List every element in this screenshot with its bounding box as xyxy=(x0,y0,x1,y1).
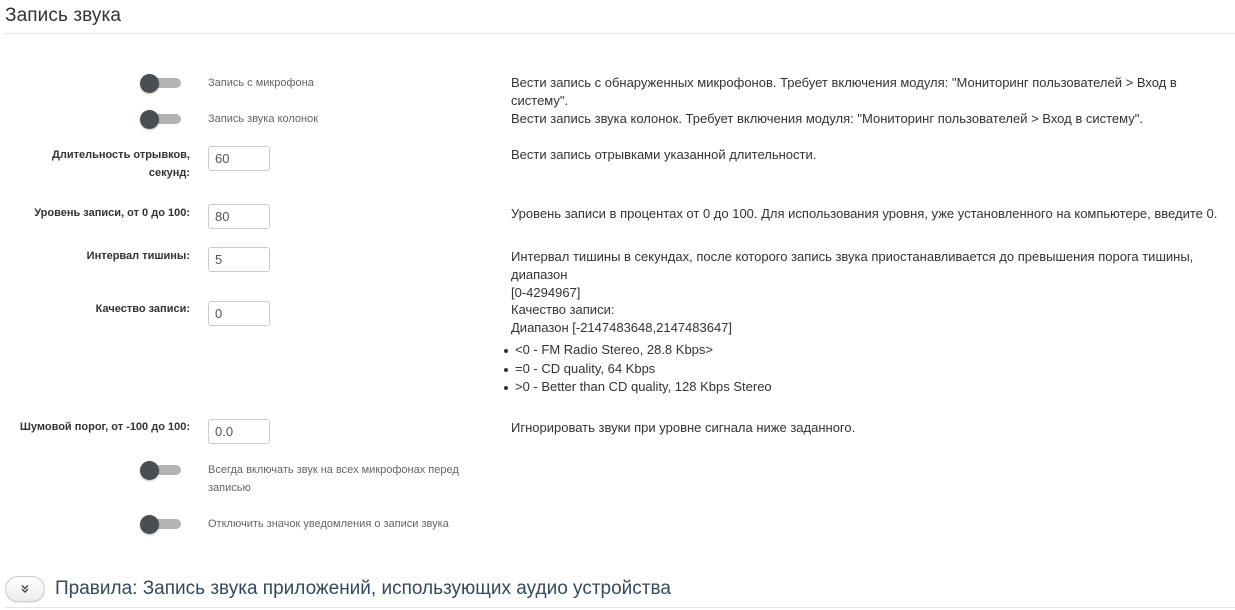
record-level-input[interactable] xyxy=(208,204,270,229)
chunk-duration-input[interactable] xyxy=(208,146,270,171)
record-level-label: Уровень записи, от 0 до 100: xyxy=(34,207,190,219)
toggle-knob xyxy=(140,74,159,93)
record-quality-description-line2: Диапазон [-2147483648,2147483647] xyxy=(511,320,733,335)
toggle-knob xyxy=(140,110,159,129)
chunk-duration-label xyxy=(5,146,190,182)
record-quality-options-list xyxy=(504,341,1231,397)
silence-interval-label: Интервал тишины: xyxy=(86,250,190,262)
rules-section-title[interactable]: Правила: Запись звука приложений, использующих аудио устройства xyxy=(55,578,671,599)
hide-notification-icon-label: Отключить значок уведомления о записи звука xyxy=(208,518,449,530)
silence-interval-input[interactable] xyxy=(208,247,270,272)
silence-interval-description-line2: [0-4294967] xyxy=(511,285,581,300)
noise-threshold-label: Шумовой порог, от -100 до 100: xyxy=(19,421,190,433)
unmute-all-mics-label xyxy=(208,461,478,497)
record-level-description: Уровень записи в процентах от 0 до 100. Для использования уровня, уже установленного на компьютере, введите 0. xyxy=(511,206,1218,221)
speaker-record-toggle[interactable] xyxy=(140,109,182,129)
unmute-all-mics-label-line1: Всегда включать звук на всех микрофонах перед xyxy=(208,464,459,476)
toggle-knob xyxy=(140,461,159,480)
expand-rules-button[interactable] xyxy=(5,576,45,602)
mic-record-description: Вести запись с обнаруженных микрофонов. Требует включения модуля: "Мониторинг пользователей > Вход в систему". xyxy=(511,75,1177,108)
speaker-record-description: Вести запись звука колонок. Требует включения модуля: "Мониторинг пользователей > Вход в систему". xyxy=(511,111,1143,126)
record-quality-description xyxy=(511,301,1231,397)
section-divider xyxy=(5,33,1235,34)
silence-interval-description xyxy=(511,248,1231,302)
chunk-duration-label-line1: Длительность отрывков, xyxy=(52,149,190,161)
chunk-duration-label-line2: секунд: xyxy=(148,167,190,179)
chunk-duration-description: Вести запись отрывками указанной длительности. xyxy=(511,147,817,162)
record-quality-option: >0 - Better than CD quality, 128 Kbps Stereo xyxy=(504,378,1231,397)
unmute-all-mics-toggle[interactable] xyxy=(140,460,182,480)
noise-threshold-description: Игнорировать звуки при уровне сигнала ниже заданного. xyxy=(511,420,856,435)
silence-interval-description-line1: Интервал тишины в секундах, после которого запись звука приостанавливается до превышения порога тишины, диапазон xyxy=(511,249,1194,282)
noise-threshold-input[interactable] xyxy=(208,419,270,444)
record-quality-input[interactable] xyxy=(208,301,270,326)
toggle-knob xyxy=(140,515,159,534)
rules-section-header xyxy=(5,575,1235,609)
mic-record-toggle[interactable] xyxy=(140,73,182,93)
hide-notification-icon-toggle[interactable] xyxy=(140,514,182,534)
rules-divider xyxy=(5,607,1235,608)
mic-record-label: Запись с микрофона xyxy=(208,77,314,89)
section-title: Запись звука xyxy=(5,5,122,26)
record-quality-option: <0 - FM Radio Stereo, 28.8 Kbps> xyxy=(504,341,1231,360)
double-chevron-down-icon xyxy=(20,584,30,594)
record-quality-option: =0 - CD quality, 64 Kbps xyxy=(504,360,1231,379)
unmute-all-mics-label-line2: записью xyxy=(208,482,251,494)
speaker-record-label: Запись звука колонок xyxy=(208,113,318,125)
record-quality-label: Качество записи: xyxy=(95,303,190,315)
record-quality-description-line1: Качество записи: xyxy=(511,302,615,317)
